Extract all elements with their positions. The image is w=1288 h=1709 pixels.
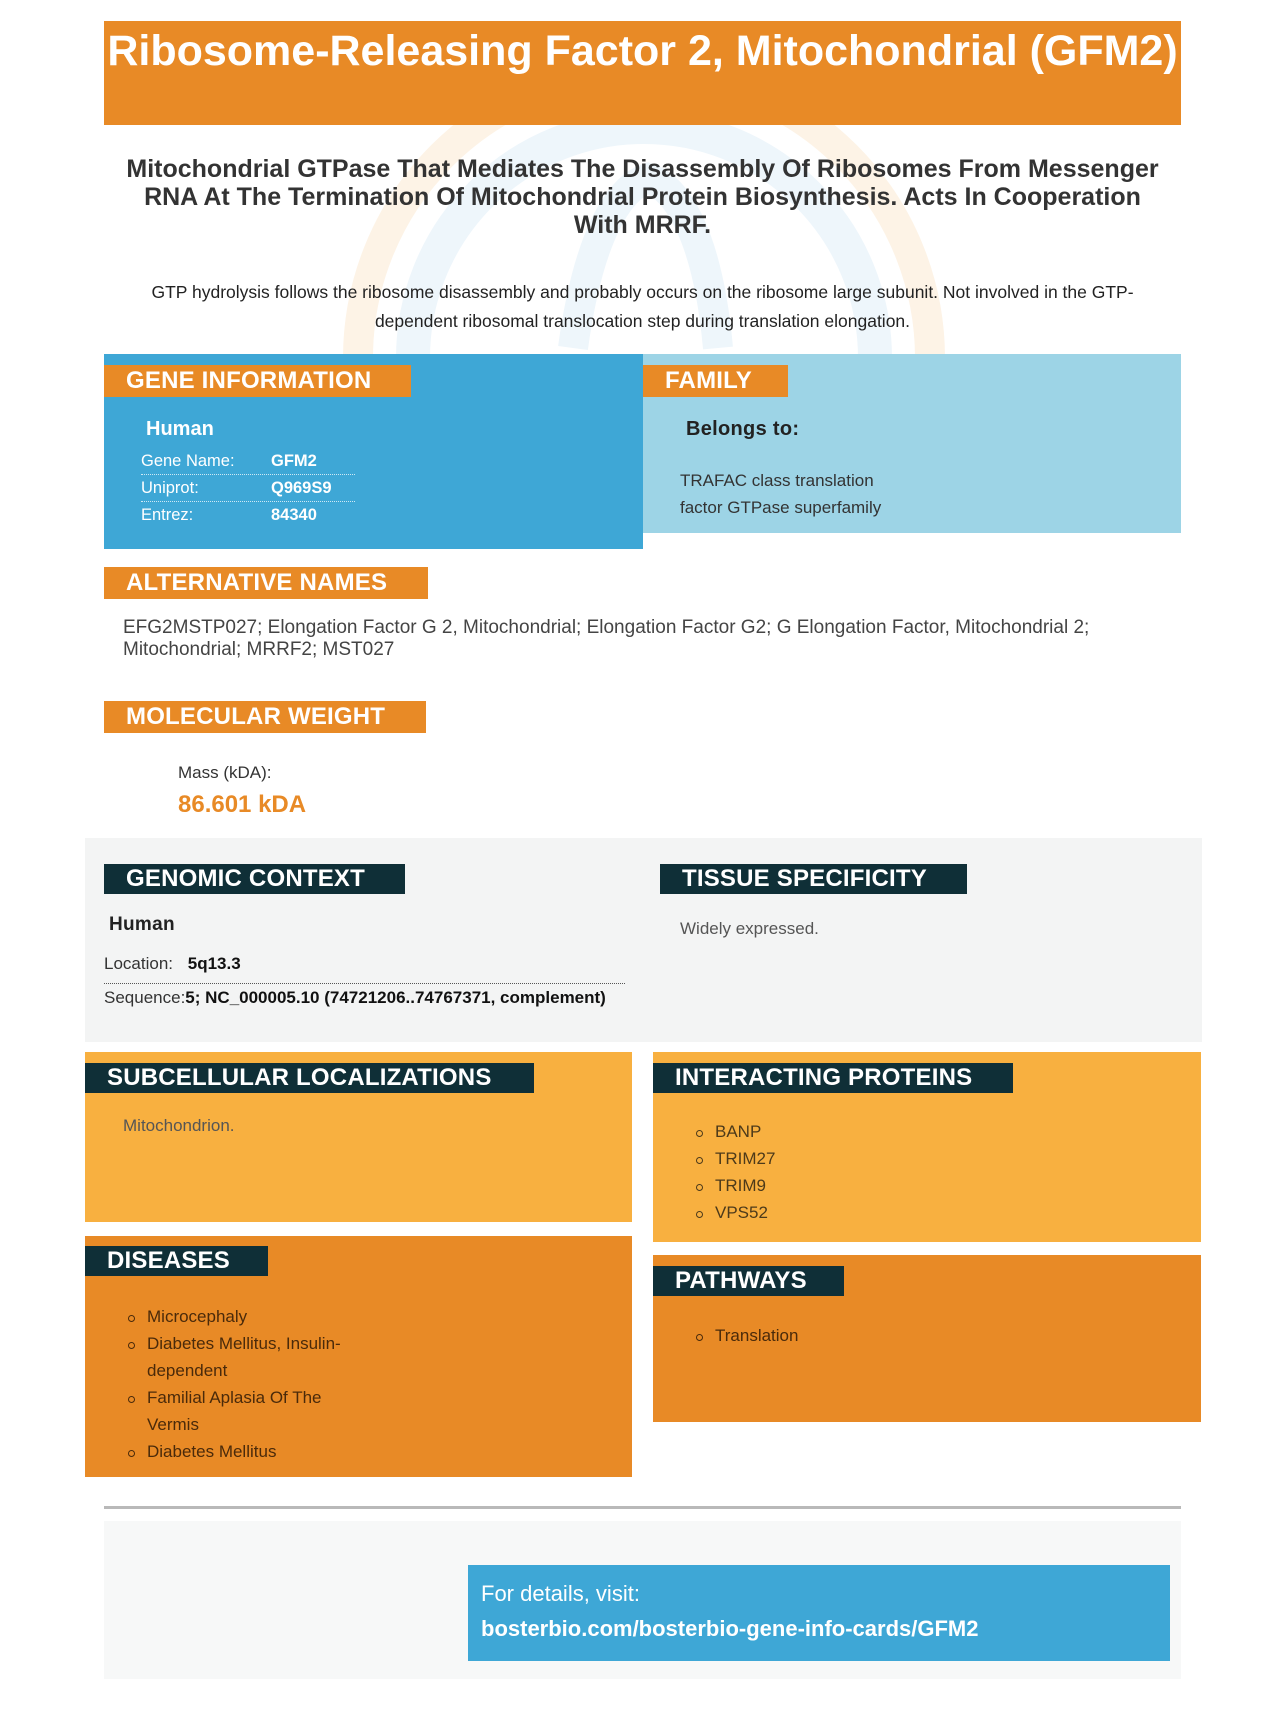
gene-info-row xyxy=(141,502,355,529)
gene-info-value: 84340 xyxy=(271,506,317,524)
pathways-heading: PATHWAYS xyxy=(653,1266,844,1296)
family-heading: FAMILY xyxy=(643,365,788,397)
list-item: BANP xyxy=(696,1118,775,1145)
list-item: TRIM9 xyxy=(696,1172,775,1199)
interacting-proteins-heading: INTERACTING PROTEINS xyxy=(653,1063,1013,1093)
list-item: Translation xyxy=(696,1322,798,1349)
gene-information-heading: GENE INFORMATION xyxy=(104,365,411,397)
gene-description: GTP hydrolysis follows the ribosome disassembly and probably occurs on the ribosome large subunit. Not involved in the GTP-dependent ribosomal translocation step during translation elongation. xyxy=(151,282,1134,331)
gene-info-value: Q969S9 xyxy=(271,478,332,497)
details-label: For details, visit: xyxy=(481,1581,640,1606)
list-item: Diabetes Mellitus xyxy=(128,1438,348,1465)
diseases-list xyxy=(128,1303,348,1465)
gene-info-key: Gene Name: xyxy=(141,451,235,470)
mass-value: 86.601 kDA xyxy=(178,791,307,818)
list-item: Diabetes Mellitus, Insulin-dependent xyxy=(128,1330,348,1384)
tissue-specificity-heading: TISSUE SPECIFICITY xyxy=(660,864,967,894)
details-url-link[interactable]: bosterbio.com/bosterbio-gene-info-cards/GFM2 xyxy=(481,1616,979,1641)
pathways-list xyxy=(696,1322,798,1349)
alternative-names-heading: ALTERNATIVE NAMES xyxy=(104,567,428,599)
family-belongs-to: Belongs to: xyxy=(686,418,800,440)
subcellular-text: Mitochondrion. xyxy=(123,1116,235,1135)
gene-info-table xyxy=(141,448,355,529)
genomic-sequence-row xyxy=(104,988,606,1008)
page-title: Ribosome-Releasing Factor 2, Mitochondrial (GFM2) xyxy=(104,21,1181,125)
gene-info-key: Uniprot: xyxy=(141,478,199,497)
list-item: Familial Aplasia Of The Vermis xyxy=(128,1384,348,1438)
family-text: TRAFAC class translation factor GTPase superfamily xyxy=(680,471,882,517)
genomic-species: Human xyxy=(109,914,175,935)
molecular-weight-heading: MOLECULAR WEIGHT xyxy=(104,701,426,733)
genomic-location-row xyxy=(104,954,625,984)
diseases-heading: DISEASES xyxy=(85,1246,268,1276)
sequence-value: 5; NC_000005.10 (74721206..74767371, complement) xyxy=(185,988,606,1007)
sequence-label: Sequence: xyxy=(104,988,186,1007)
divider xyxy=(104,1506,1181,1509)
subcellular-heading: SUBCELLULAR LOCALIZATIONS xyxy=(85,1063,534,1093)
location-value: 5q13.3 xyxy=(187,954,241,973)
gene-info-value: GFM2 xyxy=(271,451,317,470)
gene-species: Human xyxy=(146,418,214,440)
mass-label: Mass (kDA): xyxy=(178,763,272,782)
tissue-specificity-text: Widely expressed. xyxy=(680,919,819,938)
list-item: Microcephaly xyxy=(128,1303,348,1330)
interacting-proteins-list xyxy=(696,1118,775,1226)
list-item: VPS52 xyxy=(696,1199,775,1226)
gene-info-key: Entrez: xyxy=(141,506,194,524)
genomic-context-heading: GENOMIC CONTEXT xyxy=(104,864,405,894)
gene-info-row xyxy=(141,448,355,475)
details-link-box[interactable] xyxy=(468,1565,1170,1661)
alternative-names-text: EFG2MSTP027; Elongation Factor G 2, Mitochondrial; Elongation Factor G2; G Elongation Factor, Mitochondrial 2; Mitochondrial; MRRF2; MST027 xyxy=(123,617,1090,660)
gene-info-row xyxy=(141,475,355,502)
gene-function-summary: Mitochondrial GTPase That Mediates The Disassembly Of Ribosomes From Messenger RNA At The Termination Of Mitochondrial Protein Biosynthesis. Acts In Cooperation With MRRF. xyxy=(126,155,1159,239)
location-label: Location: xyxy=(104,954,173,973)
list-item: TRIM27 xyxy=(696,1145,775,1172)
